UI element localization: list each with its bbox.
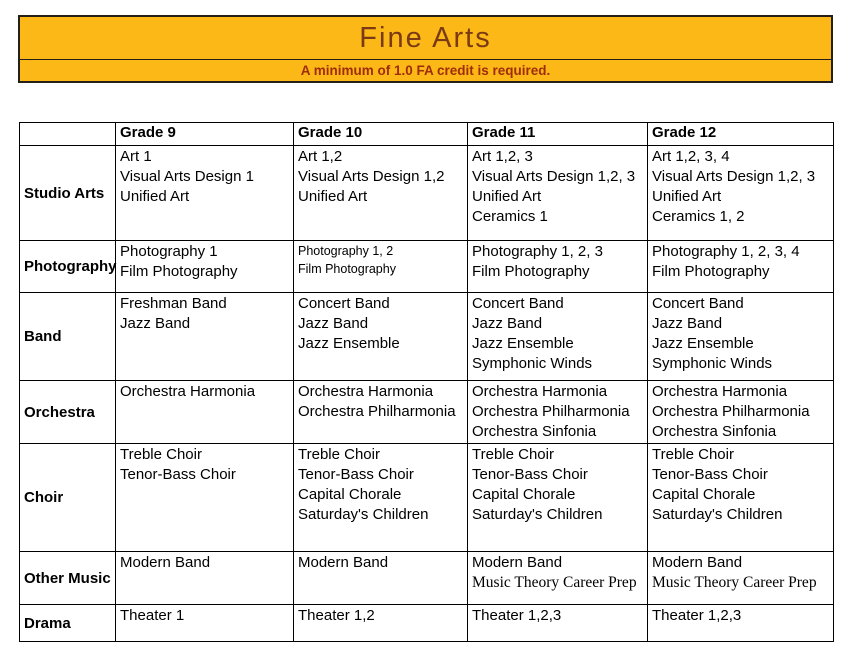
- course-table-head-row: [20, 123, 834, 146]
- course-name: Ceramics 1: [472, 208, 548, 225]
- course-name: Orchestra Philharmonia: [298, 403, 456, 420]
- course-cell: [648, 552, 834, 605]
- course-name: Visual Arts Design 1,2: [298, 168, 445, 185]
- table-row: [20, 552, 834, 605]
- table-row: [20, 605, 834, 642]
- course-cell: [468, 293, 648, 381]
- course-name: Jazz Band: [652, 315, 723, 332]
- course-name: Symphonic Winds: [652, 355, 773, 372]
- course-table-body: [20, 146, 834, 642]
- course-cell: [116, 444, 294, 552]
- grade-column-header: Grade 10: [294, 123, 468, 146]
- course-name: Art 1: [120, 148, 152, 165]
- course-cell: [116, 552, 294, 605]
- course-name: Photography 1, 2: [298, 244, 394, 258]
- course-name: Orchestra Philharmonia: [652, 403, 810, 420]
- course-name: Theater 1: [120, 607, 185, 624]
- course-cell: [648, 146, 834, 241]
- course-name: Unified Art: [472, 188, 542, 205]
- course-cell: [294, 552, 468, 605]
- row-category-label: Other Music: [20, 552, 116, 605]
- course-name: Orchestra Harmonia: [652, 383, 788, 400]
- row-category-label: Drama: [20, 605, 116, 642]
- table-row: [20, 293, 834, 381]
- course-cell: [116, 241, 294, 293]
- course-name: Jazz Band: [120, 315, 191, 332]
- grade-column-header: Grade 12: [648, 123, 834, 146]
- course-name: Jazz Band: [472, 315, 543, 332]
- course-cell: [648, 293, 834, 381]
- course-name: Film Photography: [120, 263, 238, 280]
- course-name: Theater 1,2,3: [472, 607, 562, 624]
- row-category-label: Band: [20, 293, 116, 381]
- course-offerings-table: [19, 122, 834, 642]
- course-cell: [468, 444, 648, 552]
- row-category-label: Choir: [20, 444, 116, 552]
- course-cell: [116, 293, 294, 381]
- banner-title-row: [20, 17, 831, 60]
- course-cell: [648, 444, 834, 552]
- course-name: Capital Chorale: [298, 486, 402, 503]
- grade-column-header: Grade 9: [116, 123, 294, 146]
- course-name: Orchestra Harmonia: [472, 383, 608, 400]
- course-name: Orchestra Philharmonia: [472, 403, 630, 420]
- credit-requirement-note: A minimum of 1.0 FA credit is required.: [300, 63, 551, 78]
- course-name: Freshman Band: [120, 295, 227, 312]
- course-cell: [468, 381, 648, 444]
- course-name: Art 1,2, 3, 4: [652, 148, 730, 165]
- course-name: Symphonic Winds: [472, 355, 593, 372]
- course-cell: [468, 552, 648, 605]
- course-name: Visual Arts Design 1: [120, 168, 254, 185]
- course-name: Treble Choir: [472, 446, 554, 463]
- course-cell: [648, 241, 834, 293]
- grade-column-header: Grade 11: [468, 123, 648, 146]
- course-name: Tenor-Bass Choir: [120, 466, 236, 483]
- course-cell: [116, 605, 294, 642]
- page-title: Fine Arts: [359, 21, 492, 54]
- course-name: Capital Chorale: [472, 486, 576, 503]
- course-cell: [294, 241, 468, 293]
- course-cell: [468, 241, 648, 293]
- course-name: Theater 1,2: [298, 607, 375, 624]
- course-cell: [468, 605, 648, 642]
- course-name: Saturday's Children: [652, 506, 783, 523]
- course-name: Saturday's Children: [472, 506, 603, 523]
- table-row: [20, 444, 834, 552]
- course-name: Orchestra Harmonia: [298, 383, 434, 400]
- course-name: Film Photography: [472, 263, 590, 280]
- corner-header-cell: [20, 123, 116, 146]
- course-name: Art 1,2, 3: [472, 148, 533, 165]
- banner-subtitle-row: [20, 60, 831, 81]
- course-cell: [116, 146, 294, 241]
- course-name: Jazz Ensemble: [472, 335, 574, 352]
- course-name: Modern Band: [120, 554, 211, 571]
- course-name: Photography 1: [120, 243, 218, 260]
- course-name: Jazz Ensemble: [298, 335, 400, 352]
- course-name: Art 1,2: [298, 148, 343, 165]
- course-name: Theater 1,2,3: [652, 607, 742, 624]
- course-name: Concert Band: [652, 295, 744, 312]
- course-name: Orchestra Sinfonia: [472, 423, 597, 440]
- course-cell: [468, 146, 648, 241]
- course-name: Saturday's Children: [298, 506, 429, 523]
- row-category-label: Studio Arts: [20, 146, 116, 241]
- course-name: Unified Art: [120, 188, 190, 205]
- row-category-label: Orchestra: [20, 381, 116, 444]
- course-cell: [294, 605, 468, 642]
- course-cell: [648, 381, 834, 444]
- course-name: Ceramics 1, 2: [652, 208, 745, 225]
- course-name: Photography 1, 2, 3: [472, 243, 603, 260]
- table-row: [20, 241, 834, 293]
- course-name: Visual Arts Design 1,2, 3: [652, 168, 816, 185]
- course-cell: [116, 381, 294, 444]
- course-cell: [294, 146, 468, 241]
- course-name: Film Photography: [298, 262, 396, 276]
- course-name: Treble Choir: [652, 446, 734, 463]
- course-name: Modern Band: [472, 554, 563, 571]
- course-name: Tenor-Bass Choir: [652, 466, 768, 483]
- course-name: Music Theory Career Prep: [472, 574, 637, 591]
- course-name: Unified Art: [652, 188, 722, 205]
- course-cell: [294, 381, 468, 444]
- course-cell: [294, 293, 468, 381]
- course-name: Concert Band: [298, 295, 390, 312]
- course-cell: [294, 444, 468, 552]
- course-name: Orchestra Harmonia: [120, 383, 256, 400]
- course-name: Music Theory Career Prep: [652, 574, 817, 591]
- course-name: Film Photography: [652, 263, 770, 280]
- course-name: Treble Choir: [298, 446, 380, 463]
- course-name: Tenor-Bass Choir: [298, 466, 414, 483]
- course-name: Jazz Band: [298, 315, 369, 332]
- course-name: Unified Art: [298, 188, 368, 205]
- course-name: Orchestra Sinfonia: [652, 423, 777, 440]
- course-cell: [648, 605, 834, 642]
- table-row: [20, 146, 834, 241]
- course-name: Visual Arts Design 1,2, 3: [472, 168, 636, 185]
- course-name: Photography 1, 2, 3, 4: [652, 243, 800, 260]
- course-name: Treble Choir: [120, 446, 202, 463]
- row-category-label: Photography: [20, 241, 116, 293]
- course-name: Modern Band: [298, 554, 389, 571]
- table-row: [20, 381, 834, 444]
- course-name: Concert Band: [472, 295, 564, 312]
- fine-arts-banner: [18, 15, 833, 83]
- course-name: Modern Band: [652, 554, 743, 571]
- course-name: Capital Chorale: [652, 486, 756, 503]
- course-name: Jazz Ensemble: [652, 335, 754, 352]
- course-name: Tenor-Bass Choir: [472, 466, 588, 483]
